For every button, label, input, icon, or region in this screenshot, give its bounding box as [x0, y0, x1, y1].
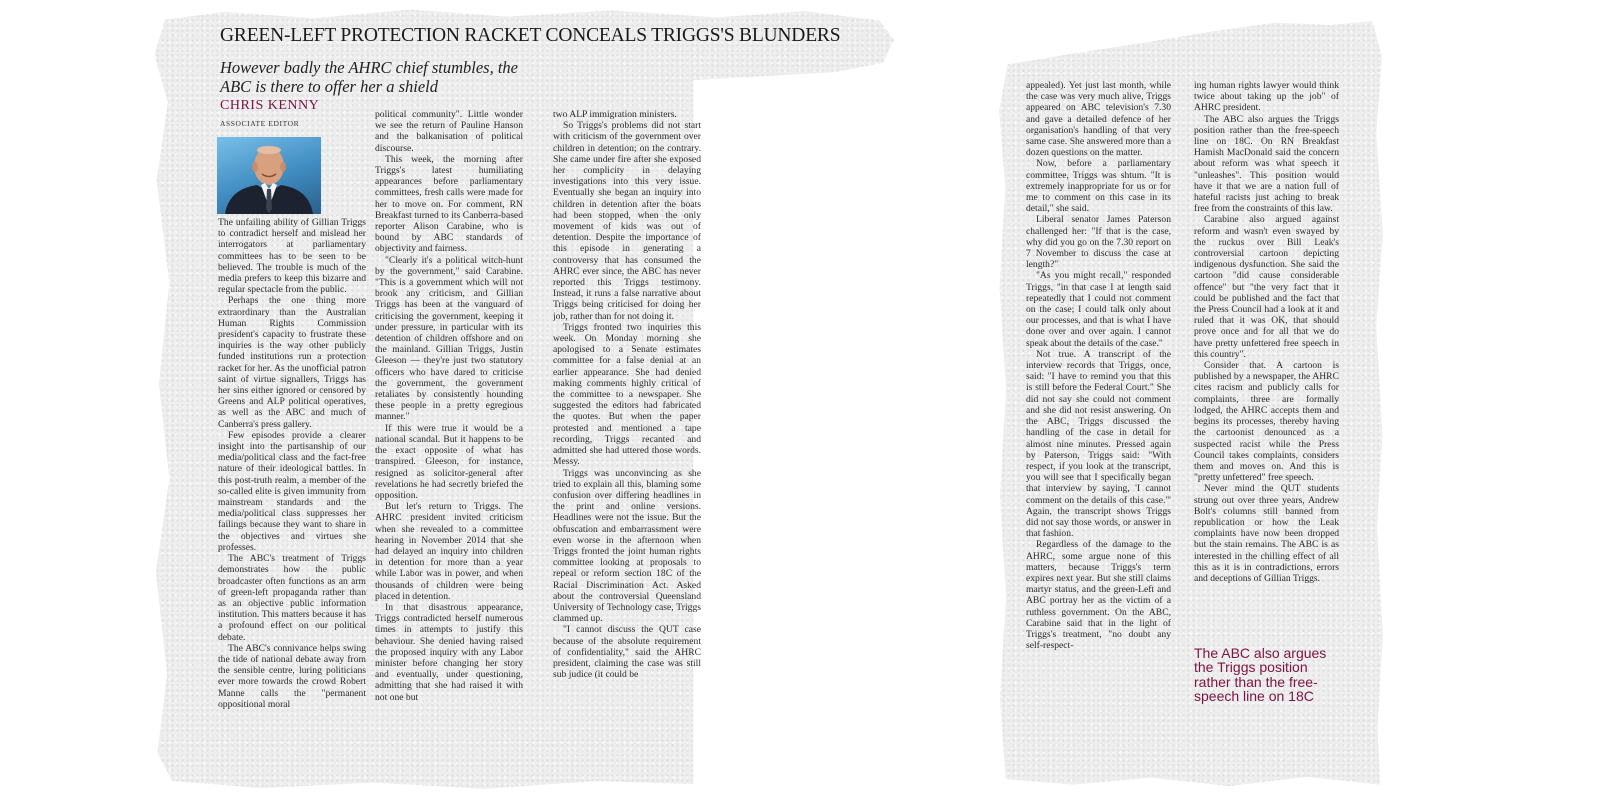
pull-quote: The ABC also argues the Triggs position rather than the free-speech line on 18C	[1194, 645, 1327, 705]
paragraph: The unfailing ability of Gillian Triggs to contradict herself and mislead her interrogators at parliamentary committees has to be seen to be believed. The trouble is much of the media prefers to keep this bizarre and regular spectacle from the public.	[218, 217, 366, 296]
paragraph: Liberal senator James Paterson challenged her: "If that is the case, why did you go on the 7.30 report on 7 November to discuss the case at length?"	[1026, 214, 1171, 271]
paragraph: "Clearly it's a political witch-hunt by the government," said Carabine. "This is a government which will not brook any criticism, and Gillian Triggs has been at the vanguard of criticising the government, keeping it under pressure, in particular with its detention of children offshore and on the mainland. Gillian Triggs, Justin Gleeson — they're just two statutory officers who have dared to criticise the government, the government retaliates by consistently hounding these people in a pretty egregious manner."	[375, 254, 523, 423]
paragraph: Few episodes provide a clearer insight into the partisanship of our media/political class and the fact-free nature of their ideological battles. In this post-truth realm, a member of the so-called elite is given immunity from mainstream standards and the media/political class suppresses her failings because they want to share in the objectives and virtues she professes.	[218, 429, 366, 553]
paragraph: Regardless of the damage to the AHRC, some argue none of this matters, because Triggs's term expires next year. But she still claims martyr status, and the green-Left and ABC portray her as the victim of a ruthless government. On the ABC, Carabine said that in the light of Triggs's treatment, "no doubt any self-respect-	[1026, 539, 1171, 652]
paragraph: appealed). Yet just last month, while the case was very much alive, Triggs appeared on ABC television's 7.30 and gave a detailed defence of her organisation's handling of that very same case. She answered more than a dozen questions on the matter.	[1026, 80, 1171, 159]
paragraph: This week, the morning after Triggs's latest humiliating appearances before parliamentary committees, fresh calls were made for her to move on. For comment, RN Breakfast turned to its Canberra-based reporter Alison Carabine, who is bound by ABC standards of objectivity and fairness.	[375, 153, 523, 255]
paragraph: Consider that. A cartoon is published by a newspaper, the AHRC cites racism and publicly calls for complaints, three are formally lodged, the AHRC accepts them and begins its processes, thereby having the cartoonist denounced as a suspected racist while the Press Council takes complaints, considers them and moves on. And this is "pretty unfettered" free speech.	[1194, 360, 1339, 484]
author-portrait-image	[217, 137, 321, 214]
paragraph: Carabine also argued against reform and wasn't even swayed by the ruckus over Bill Leak's controversial cartoon depicting indigenous dysfunction. She said the cartoon "did cause considerable offence" but "the very fact that it could be published and the fact that the Press Council had a look at it and ruled that it was OK, that should prove once and for all that we do have pretty unfettered free speech in this country".	[1194, 214, 1339, 360]
paragraph: The ABC also argues the Triggs position rather than the free-speech line on 18C. On RN Breakfast Hamish MacDonald said the concern about reform was what speech it "unleashes". This position would have it that we are a nation full of hateful racists just aching to break free from the constraints of this law.	[1194, 113, 1339, 215]
paragraph: The ABC's connivance helps swing the tide of national debate away from the sensible centre, luring politicians ever more towards the crowd Robert Manne calls the "permanent oppositional moral	[218, 642, 366, 710]
paragraph: Never mind the QUT students strung out over three years, Andrew Bolt's columns still banned from republication or how the Leak complaints have now been dropped but the stain remains. The ABC is as interested in the chilling effect of all this as it is in contradictions, errors and deceptions of Gillian Triggs.	[1194, 483, 1339, 584]
subhead: However badly the AHRC chief stumbles, the ABC is there to offer her a shield	[220, 58, 519, 96]
paragraph: So Triggs's problems did not start with criticism of the government over children in detention; on the contrary. She came under fire after she exposed her complicity in delaying investigations into this very issue. Eventually she began an inquiry into children in detention after the boats had been stopped, when the only movement of kids was out of detention. Despite the importance of this episode in generating a controversy that has consumed the AHRC ever since, the ABC has never reported this Triggs testimony. Instead, it runs a false narrative about Triggs being criticised for doing her job, rather than for not doing it.	[553, 120, 701, 322]
paragraph: Now, before a parliamentary committee, Triggs was shtum. "It is extremely inappropriate for us or for me to comment on this case in its detail," she said.	[1026, 158, 1171, 215]
article-column-5	[1194, 80, 1339, 645]
paragraph: "I cannot discuss the QUT case because of the absolute requirement of confidentiality," said the AHRC president, claiming the case was still sub judice (it could be	[553, 624, 701, 681]
paragraph: In that disastrous appearance, Triggs contradicted herself numerous times in attempts to justify this behaviour. She denied having raised the proposed inquiry with any Labor minister before changing her story and eventually, under questioning, admitting that she had raised it with not one but	[375, 601, 523, 703]
paragraph: Triggs was unconvincing as she tried to explain all this, blaming some confusion over differing headlines in the print and online versions. Headlines were not the issue. But the obfuscation and embarrassment were even worse in the afternoon when Triggs fronted the joint human rights committee looking at proposals to repeal or reform section 18C of the Racial Discrimination Act. Asked about the controversial Queensland University of Technology case, Triggs clammed up.	[553, 467, 701, 625]
byline-author: CHRIS KENNY	[220, 98, 320, 113]
article-column-4	[1026, 80, 1171, 720]
paragraph: The ABC's treatment of Triggs demonstrates how the public broadcaster often functions as an arm of green-left propaganda rather than as an objective public information institution. This matters because it has a profound effect on our political debate.	[218, 553, 366, 643]
author-photo	[217, 137, 321, 214]
paragraph: Perhaps the one thing more extraordinary than the Australian Human Rights Commission president's capacity to frustrate these inquiries is the way other publicly funded institutions run a protection racket for her. As the unofficial patron saint of virtue signallers, Triggs has her sins either ignored or censored by Greens and ALP political operatives, as well as the ABC and much of Canberra's press gallery.	[218, 295, 366, 430]
paragraph: Triggs fronted two inquiries this week. On Monday morning she apologised to a Senate estimates committee for a false denial at an earlier appearance. She had denied making comments highly critical of the committee to a newspaper. She suggested the editors had fabricated the quotes. But when the paper protested and mentioned a tape recording, Triggs recanted and admitted she had uttered those words. Messy.	[553, 321, 701, 468]
article-column-3	[553, 109, 701, 759]
paragraph: If this were true it would be a national scandal. But it happens to be the exact opposite of what has transpired. Gleeson, for instance, resigned as solicitor-general after revelations he had secretly briefed the opposition.	[375, 422, 523, 501]
paragraph: But let's return to Triggs. The AHRC president invited criticism when she revealed to a committee hearing in November 2014 that she had delayed an inquiry into children in detention for more than a year while Labor was in power, and when thousands of children were being placed in detention.	[375, 501, 523, 602]
paragraph: political community". Little wonder we see the return of Pauline Hanson and the balkanisation of political discourse.	[375, 109, 523, 154]
paragraph: "As you might recall," responded Triggs, "in that case I at length said repeatedly that I could not comment on the case; I could talk only about our processes, and that is what I have done over and over again. I cannot speak about the details of the case."	[1026, 270, 1171, 349]
paragraph: Not true. A transcript of the interview records that Triggs, once, said: "I have to remind you that this is still before the Federal Court." She did not say she could not comment and she did not resist answering. On the ABC, Triggs discussed the handling of the case in detail for almost nine minutes. Pressed again by Paterson, Triggs said: "With respect, if you look at the transcript, you will see that I specifically began that interview by saying, 'I cannot comment on the details of this case.'" Again, the transcript shows Triggs did not say those words, or answer in that fashion.	[1026, 348, 1171, 540]
paragraph: two ALP immigration ministers.	[553, 109, 677, 120]
headline: GREEN-LEFT PROTECTION RACKET CONCEALS TRIGGS'S BLUNDERS	[220, 25, 841, 46]
article-column-2	[375, 109, 523, 759]
byline-role: ASSOCIATE EDITOR	[220, 119, 300, 128]
article-column-1	[218, 217, 366, 762]
paragraph: ing human rights lawyer would think twice about taking up the job" of AHRC president.	[1194, 80, 1339, 114]
